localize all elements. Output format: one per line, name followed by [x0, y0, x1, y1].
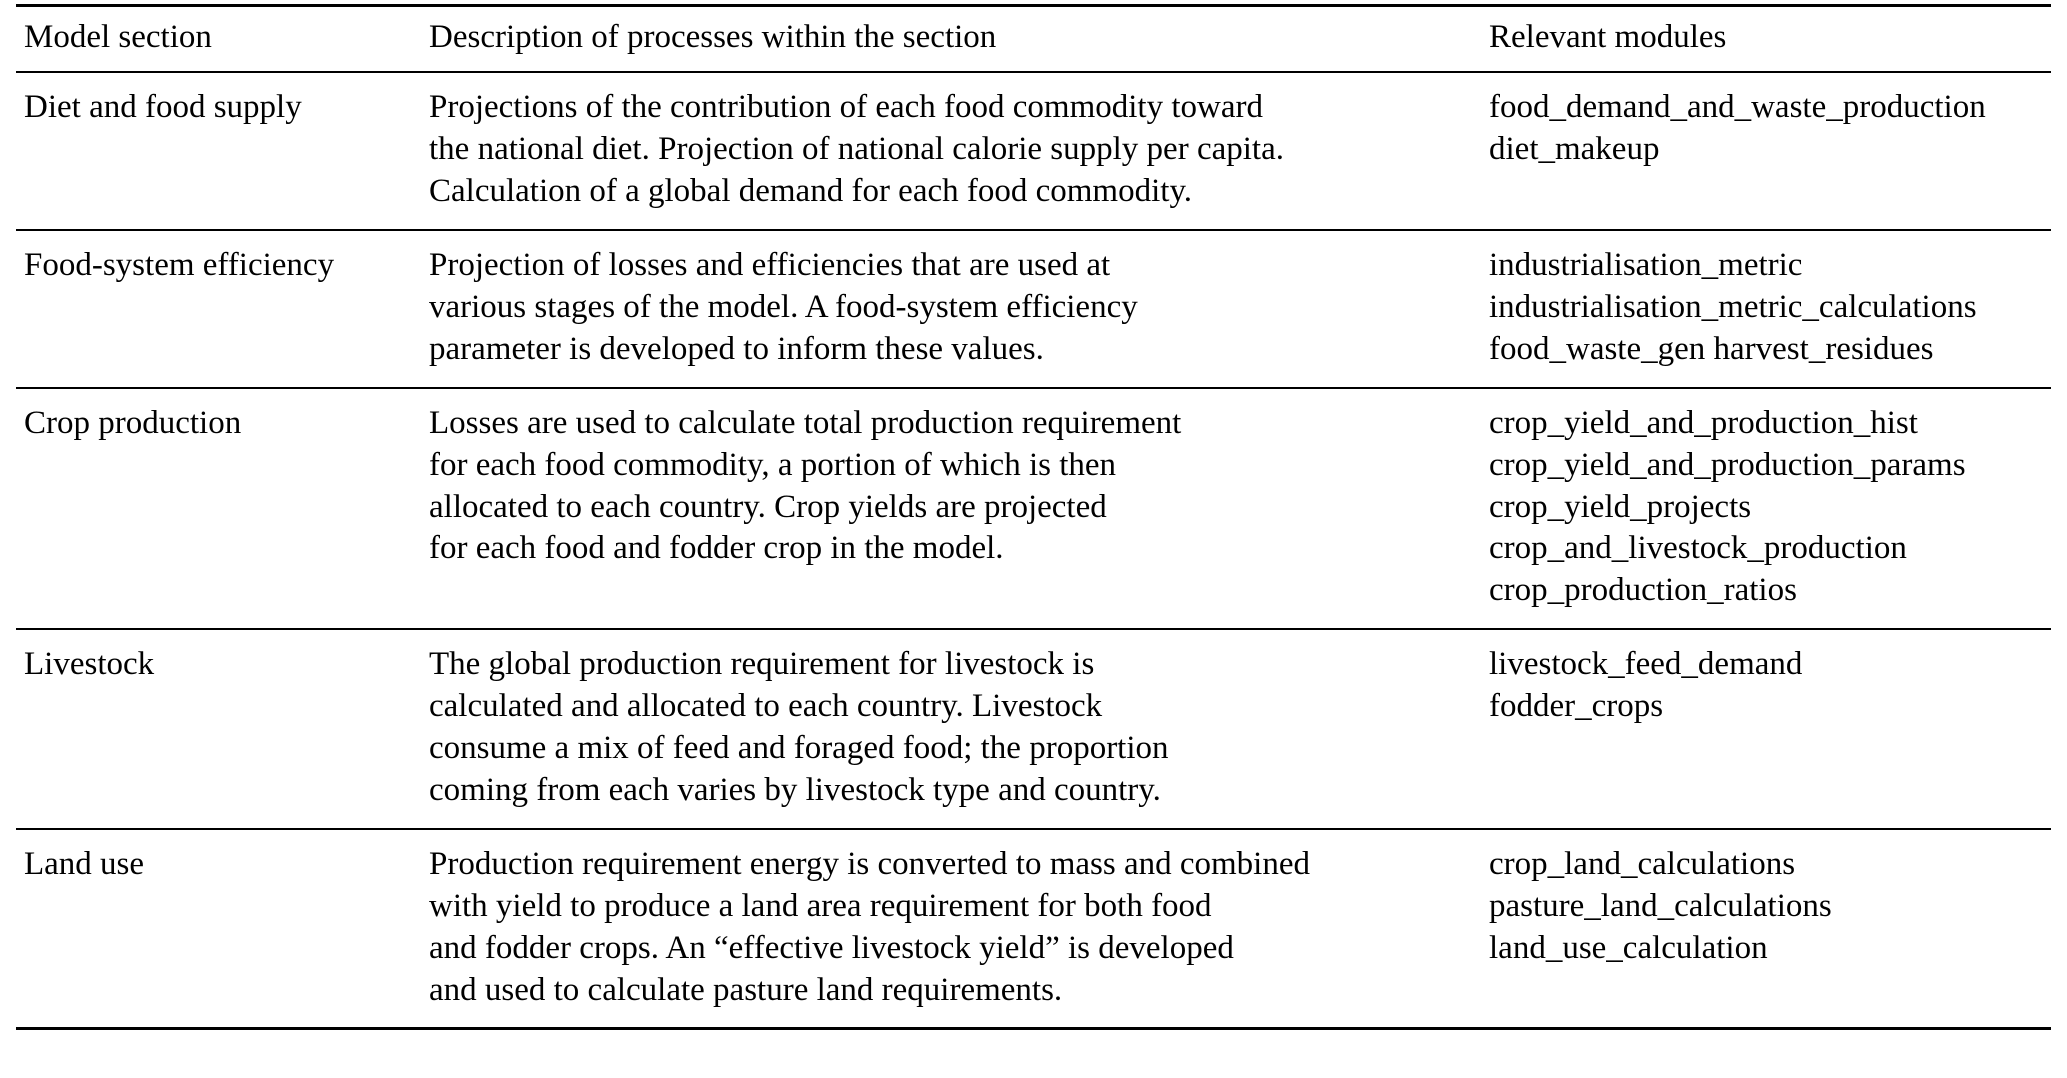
module-name: industrialisation_metric: [1489, 246, 1803, 283]
module-name: crop_yield_and_production_hist: [1489, 404, 1918, 441]
description-line: and used to calculate pasture land requirements.: [429, 971, 1063, 1008]
module-name: diet_makeup: [1489, 131, 1660, 168]
cell-relevant-modules: [1481, 829, 2051, 1029]
description-line: The global production requirement for livestock is: [429, 646, 1095, 683]
description-line: with yield to produce a land area requirement for both food: [429, 887, 1212, 924]
cell-model-section: Food-system efficiency: [16, 230, 421, 388]
document-page: [0, 4, 2067, 1078]
cell-model-section: Livestock: [16, 629, 421, 829]
table-row: [16, 388, 2051, 630]
module-name: crop_yield_and_production_params: [1489, 446, 1966, 483]
description-line: Projection of losses and efficiencies that are used at: [429, 246, 1111, 283]
description-line: allocated to each country. Crop yields are projected: [429, 488, 1107, 525]
description-line: Calculation of a global demand for each food commodity.: [429, 173, 1193, 210]
module-name: crop_land_calculations: [1489, 845, 1796, 882]
cell-model-section: Crop production: [16, 388, 421, 630]
description-line: and fodder crops. An “effective livestock yield” is developed: [429, 929, 1234, 966]
cell-description: [421, 829, 1481, 1029]
table-row: [16, 72, 2051, 230]
cell-description: [421, 230, 1481, 388]
model-sections-table: [16, 4, 2051, 1030]
cell-description: [421, 629, 1481, 829]
cell-relevant-modules: [1481, 629, 2051, 829]
cell-description: [421, 388, 1481, 630]
module-name: pasture_land_calculations: [1489, 887, 1832, 924]
module-name: crop_and_livestock_production: [1489, 530, 1907, 567]
cell-model-section: Land use: [16, 829, 421, 1029]
module-name: livestock_feed_demand: [1489, 646, 1803, 683]
table-row: [16, 629, 2051, 829]
description-line: parameter is developed to inform these values.: [429, 330, 1044, 367]
module-name: crop_yield_projects: [1489, 488, 1752, 525]
table-row: [16, 829, 2051, 1029]
module-name: crop_production_ratios: [1489, 572, 1797, 609]
module-name: fodder_crops: [1489, 688, 1664, 725]
module-name: industrialisation_metric_calculations: [1489, 288, 1977, 325]
cell-relevant-modules: [1481, 388, 2051, 630]
table-body: [16, 72, 2051, 1029]
module-name: land_use_calculation: [1489, 929, 1768, 966]
module-name: food_waste_gen harvest_residues: [1489, 330, 1934, 367]
table-header: [16, 6, 2051, 73]
description-line: coming from each varies by livestock type and country.: [429, 771, 1161, 808]
description-line: Projections of the contribution of each food commodity toward: [429, 89, 1263, 126]
cell-model-section: Diet and food supply: [16, 72, 421, 230]
cell-description: [421, 72, 1481, 230]
column-header-description: Description of processes within the section: [421, 6, 1481, 73]
header-row: [16, 6, 2051, 73]
description-line: the national diet. Projection of national calorie supply per capita.: [429, 131, 1284, 168]
description-line: various stages of the model. A food-system efficiency: [429, 288, 1138, 325]
description-line: calculated and allocated to each country. Livestock: [429, 688, 1103, 725]
table-row: [16, 230, 2051, 388]
description-line: for each food and fodder crop in the model.: [429, 530, 1004, 567]
module-name: food_demand_and_waste_production: [1489, 89, 1986, 126]
description-line: Losses are used to calculate total production requirement: [429, 404, 1182, 441]
cell-relevant-modules: [1481, 72, 2051, 230]
column-header-relevant-modules: Relevant modules: [1481, 6, 2051, 73]
description-line: Production requirement energy is converted to mass and combined: [429, 845, 1310, 882]
cell-relevant-modules: [1481, 230, 2051, 388]
description-line: for each food commodity, a portion of which is then: [429, 446, 1117, 483]
column-header-model-section: Model section: [16, 6, 421, 73]
description-line: consume a mix of feed and foraged food; the proportion: [429, 730, 1169, 767]
